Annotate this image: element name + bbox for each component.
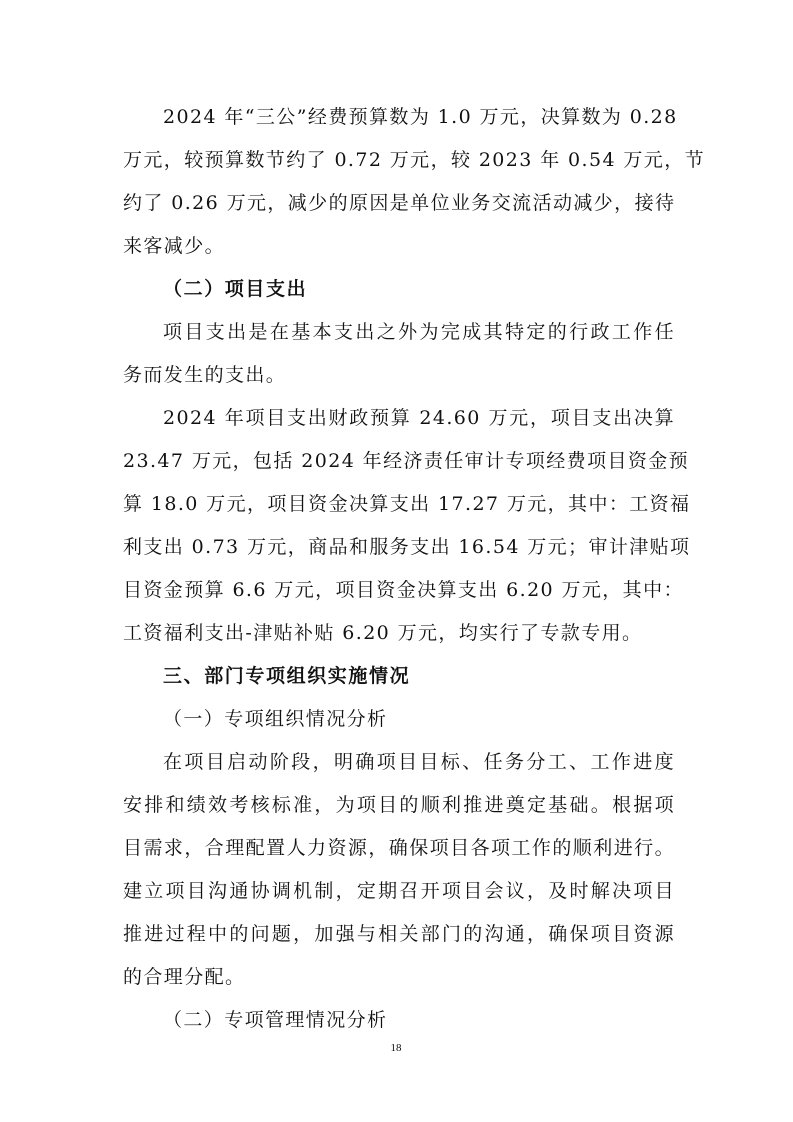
paragraph-line: 约了 0.26 万元，减少的原因是单位业务交流活动减少，接待	[123, 192, 676, 214]
paragraph-line: 目资金预算 6.6 万元，项目资金决算支出 6.20 万元，其中：	[123, 579, 684, 601]
paragraph-line: 来客减少。	[123, 235, 226, 257]
paragraph-line: 2024 年“三公”经费预算数为 1.0 万元，决算数为 0.28	[163, 106, 678, 128]
paragraph-line: 利支出 0.73 万元，商品和服务支出 16.54 万元；审计津贴项	[123, 536, 691, 558]
paragraph-line: 建立项目沟通协调机制，定期召开项目会议，及时解决项目	[123, 880, 675, 902]
paragraph-line: 目需求，合理配置人力资源，确保项目各项工作的顺利进行。	[123, 837, 675, 859]
paragraph-line: 万元，较预算数节约了 0.72 万元，较 2023 年 0.54 万元，节	[123, 149, 706, 171]
paragraph-line: 工资福利支出-津贴补贴 6.20 万元，均实行了专款专用。	[123, 622, 643, 644]
paragraph-line: 23.47 万元，包括 2024 年经济责任审计专项经费项目资金预	[123, 450, 690, 472]
page-number: 18	[390, 1042, 402, 1054]
paragraph-line: 2024 年项目支出财政预算 24.60 万元，项目支出决算	[163, 407, 675, 429]
paragraph-line: 的合理分配。	[123, 966, 246, 988]
paragraph-line: 推进过程中的问题，加强与相关部门的沟通，确保项目资源	[123, 923, 675, 945]
subsection-heading: （二）专项管理情况分析	[163, 1009, 388, 1031]
paragraph-line: 算 18.0 万元，项目资金决算支出 17.27 万元，其中：工资福	[123, 493, 691, 515]
paragraph-line: 在项目启动阶段，明确项目目标、任务分工、工作进度	[163, 751, 675, 773]
chapter-heading: 三、部门专项组织实施情况	[163, 665, 411, 687]
section-heading: （二）项目支出	[163, 278, 308, 300]
paragraph-line: 安排和绩效考核标准，为项目的顺利推进奠定基础。根据项	[123, 794, 675, 816]
subsection-heading: （一）专项组织情况分析	[163, 708, 388, 730]
paragraph-line: 务而发生的支出。	[123, 364, 287, 386]
paragraph-line: 项目支出是在基本支出之外为完成其特定的行政工作任	[163, 321, 675, 343]
